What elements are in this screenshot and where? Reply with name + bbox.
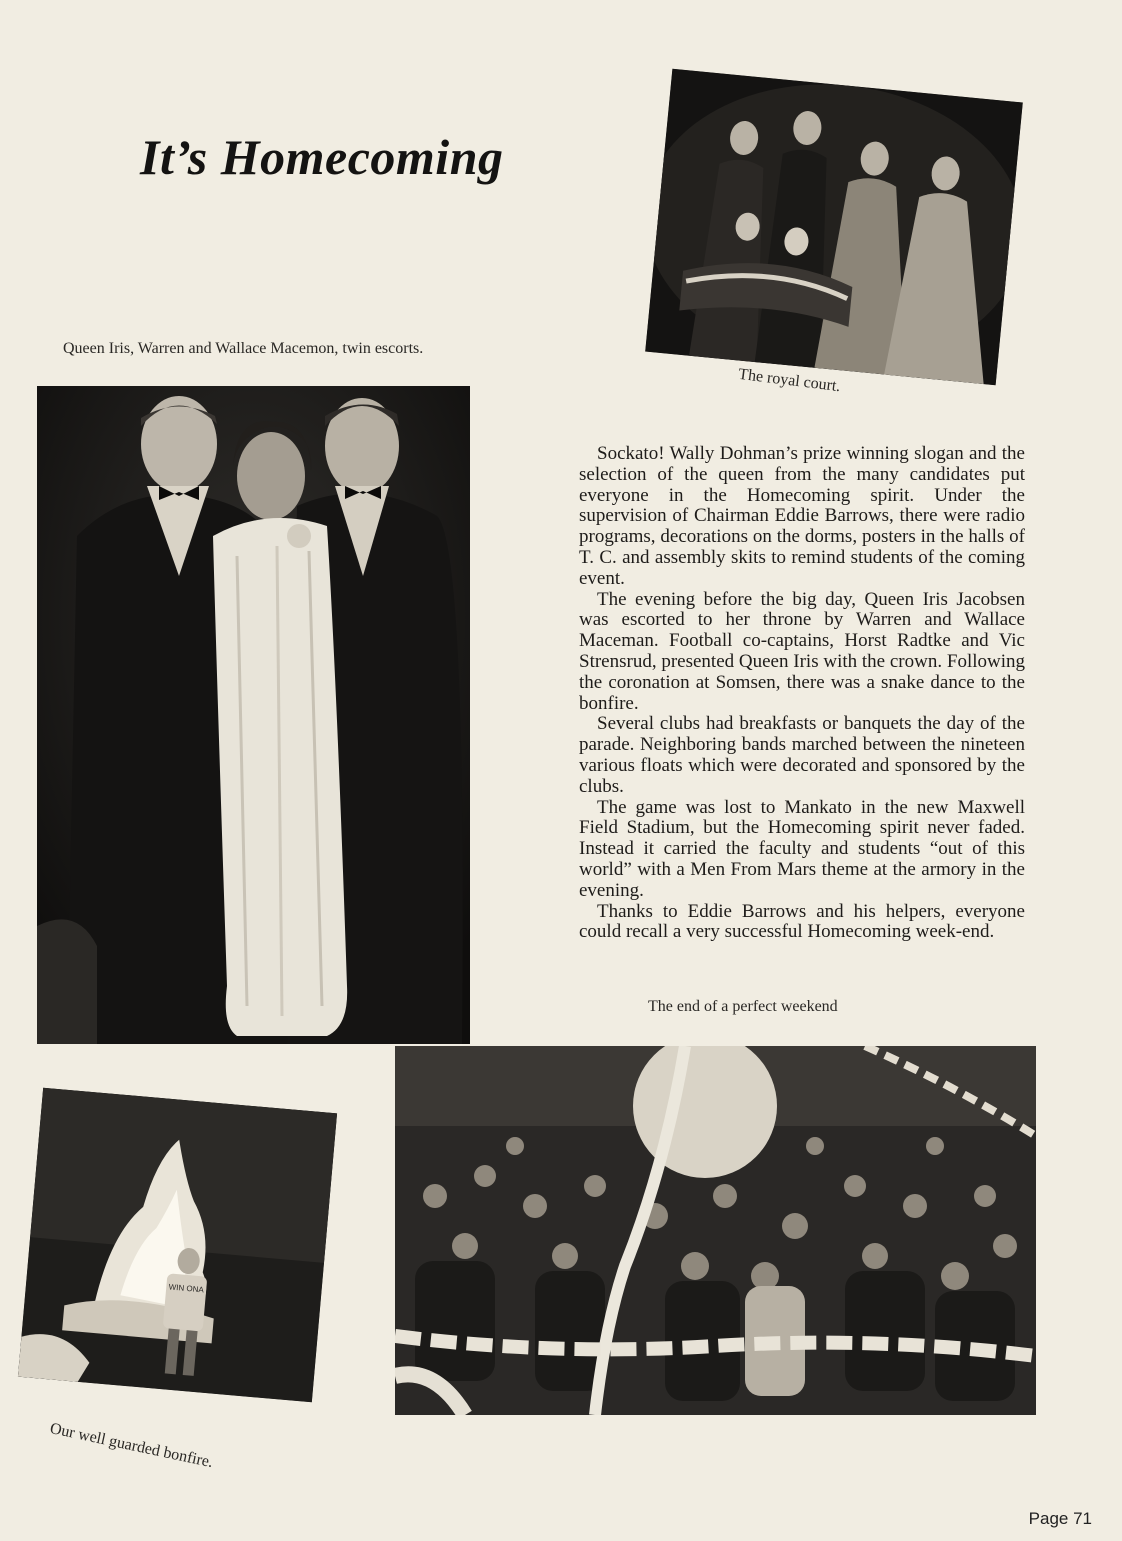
queen-photo-caption: Queen Iris, Warren and Wallace Macemon, twin escorts. xyxy=(63,340,424,357)
article-body xyxy=(579,444,1025,943)
article-paragraph: Several clubs had breakfasts or banquets the day of the parade. Neighboring bands marched between the nineteen various floats which were decorated and sponsored by the clubs. xyxy=(579,713,1025,797)
dance-photo xyxy=(395,1046,1036,1415)
article-paragraph: Thanks to Eddie Barrows and his helpers, everyone could recall a very successful Homecoming week-end. xyxy=(579,900,1025,943)
bonfire-photo xyxy=(18,1088,337,1403)
page-title: It’s Homecoming xyxy=(140,129,504,185)
article-paragraph: Sockato! Wally Dohman’s prize winning slogan and the selection of the queen from the many candidates put everyone in the Homecoming spirit. Under the supervision of Chairman Eddie Barrows, there were radio programs, decorations on the dorms, posters in the halls of T. C. and assembly skits to remind students of the coming event. xyxy=(579,443,1025,589)
sweater-lettering: WIN ONA xyxy=(168,1282,205,1295)
article-paragraph: The evening before the big day, Queen Iris Jacobsen was escorted to her throne by Warren and Wallace Maceman. Football co-captains, Horst Radtke and Vic Strensrud, presented Queen Iris with the crown. Following the coronation at Somsen, there was a snake dance to the bonfire. xyxy=(579,588,1025,714)
bonfire-caption: Our well guarded bonfire. xyxy=(48,1420,215,1472)
weekend-caption: The end of a perfect weekend xyxy=(648,998,838,1015)
page-number: Page 71 xyxy=(1028,1509,1092,1528)
queen-escorts-photo xyxy=(37,386,470,1044)
article-paragraph: The game was lost to Mankato in the new Maxwell Field Stadium, but the Homecoming spirit never faded. Instead it carried the faculty and students “out of this world” with a Men From Mars theme at the armory in the evening. xyxy=(579,796,1025,901)
royal-court-caption: The royal court. xyxy=(737,365,842,396)
royal-court-photo xyxy=(645,69,1023,385)
